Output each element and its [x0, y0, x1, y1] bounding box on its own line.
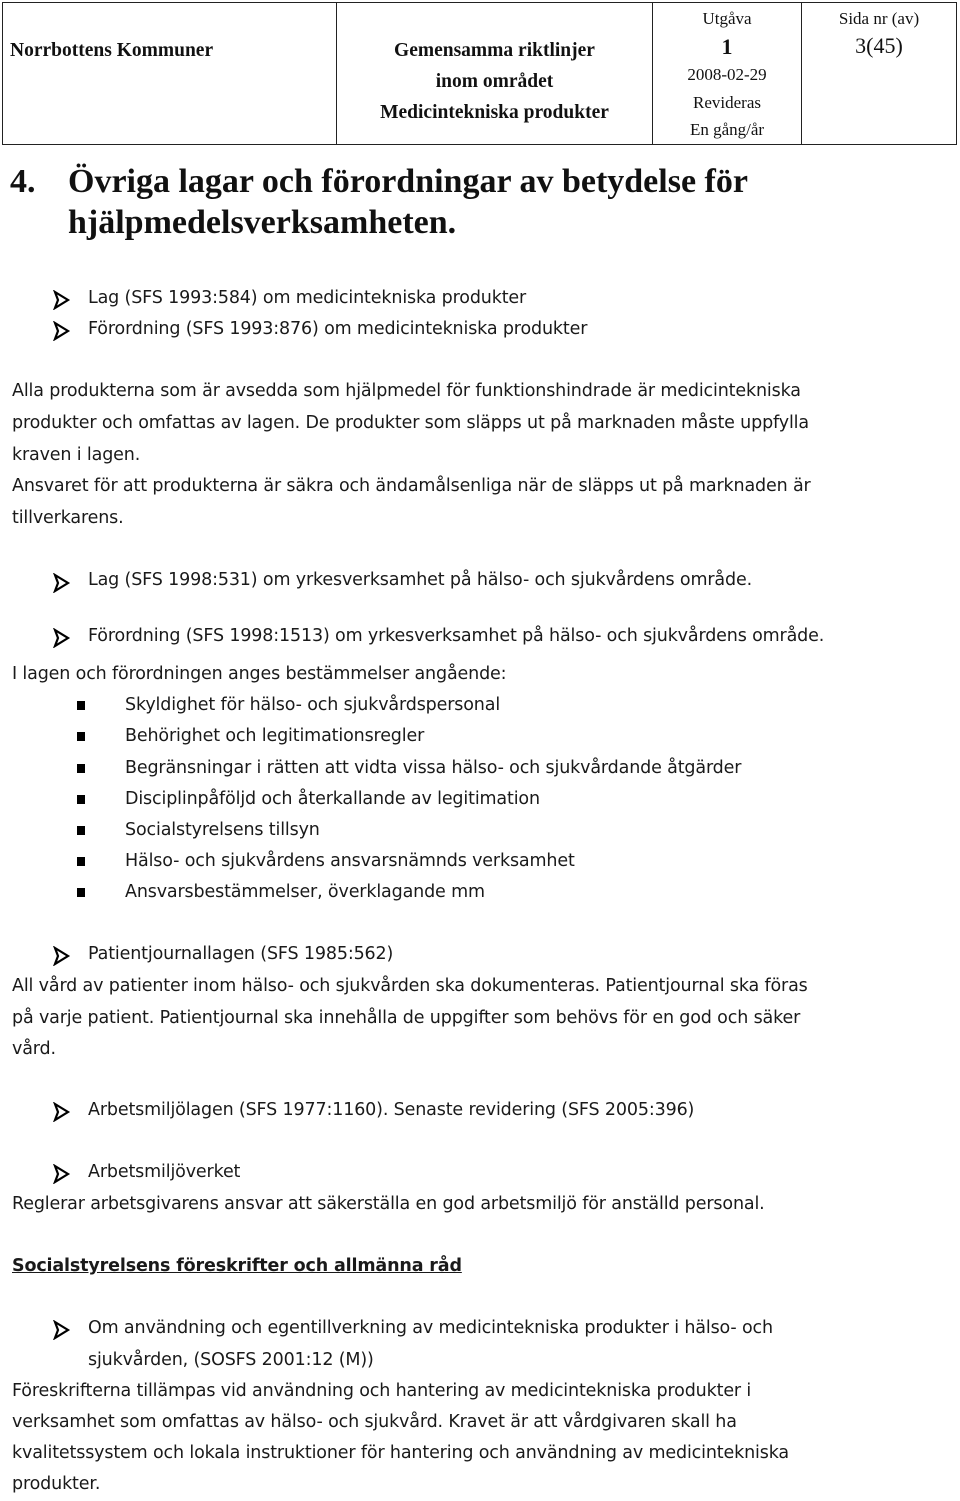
paragraph-line: vård. [12, 1039, 56, 1059]
bullet-item: Behörighet och legitimationsregler [125, 726, 425, 746]
paragraph-line: verksamhet som omfattas av hälso- och sjukvård. Kravet är att vårdgivaren skall ha [12, 1412, 737, 1432]
arrow-bullet-icon [52, 321, 72, 341]
bullet-item: Hälso- och sjukvårdens ansvarsnämnds verksamhet [125, 851, 575, 871]
section-heading-line-1: Övriga lagar och förordningar av betydelse för [68, 163, 748, 200]
edition-label: Utgåva [702, 9, 752, 28]
square-bullet-icon [77, 826, 85, 835]
edition-date: 2008-02-29 [687, 64, 767, 84]
edition-value: 1 [721, 33, 733, 59]
header-title-line-2: inom området [435, 71, 554, 92]
page-label: Sida nr (av) [838, 9, 920, 28]
arrow-bullet-icon [52, 290, 72, 310]
law-item: Förordning (SFS 1993:876) om medicintekniska produkter [88, 319, 588, 339]
header-edition-cell [653, 3, 802, 145]
arrow-bullet-icon [52, 1320, 72, 1340]
header-org-cell [3, 3, 337, 145]
bullet-item: Begränsningar i rätten att vidta vissa hälso- och sjukvårdande åtgärder [125, 758, 742, 778]
square-bullet-icon [77, 795, 85, 804]
law-item: Arbetsmiljölagen (SFS 1977:1160). Senaste revidering (SFS 2005:396) [88, 1100, 695, 1120]
document-header-table [2, 2, 957, 145]
paragraph-line: produkter och omfattas av lagen. De produkter som släpps ut på marknaden måste uppfylla [12, 413, 809, 433]
subsection-heading: Socialstyrelsens föreskrifter och allmänna råd [12, 1256, 462, 1276]
header-title-line-1: Gemensamma riktlinjer [394, 40, 595, 61]
law-item: Patientjournallagen (SFS 1985:562) [88, 944, 394, 964]
arrow-bullet-icon [52, 1164, 72, 1184]
square-bullet-icon [77, 764, 85, 773]
law-item-continuation: sjukvården, (SOSFS 2001:12 (M)) [88, 1350, 374, 1370]
law-item: Lag (SFS 1993:584) om medicintekniska produkter [88, 288, 527, 308]
paragraph-line: Alla produkterna som är avsedda som hjälpmedel för funktionshindrade är medicintekniska [12, 381, 801, 401]
law-item: Lag (SFS 1998:531) om yrkesverksamhet på hälso- och sjukvårdens område. [88, 570, 752, 590]
paragraph-line: kraven i lagen. [12, 445, 141, 465]
law-item: Om användning och egentillverkning av medicintekniska produkter i hälso- och [88, 1318, 773, 1338]
section-heading-line-2: hjälpmedelsverksamheten. [68, 204, 457, 241]
section-number: 4. [10, 163, 36, 200]
arrow-bullet-icon [52, 946, 72, 966]
paragraph-line: på varje patient. Patientjournal ska innehålla de uppgifter som behövs för en god och säker [12, 1008, 801, 1028]
square-bullet-icon [77, 732, 85, 741]
square-bullet-icon [77, 888, 85, 897]
paragraph-line: kvalitetssystem och lokala instruktioner för hantering och användning av medicintekniska [12, 1443, 789, 1463]
section-heading [10, 161, 930, 243]
page-value: 3(45) [855, 33, 903, 58]
square-bullet-icon [77, 701, 85, 710]
revise-label: Revideras [693, 93, 761, 112]
header-title-line-3: Medicintekniska produkter [380, 102, 609, 123]
paragraph-line: tillverkarens. [12, 508, 124, 528]
paragraph-line: produkter. [12, 1474, 101, 1494]
law-item: Förordning (SFS 1998:1513) om yrkesverksamhet på hälso- och sjukvårdens område. [88, 626, 825, 646]
law-item: Arbetsmiljöverket [88, 1162, 241, 1182]
revise-value: En gång/år [689, 120, 765, 139]
paragraph-line: Ansvaret för att produkterna är säkra och ändamålsenliga när de släpps ut på marknaden är [12, 476, 811, 496]
paragraph-line: Föreskrifterna tillämpas vid användning och hantering av medicintekniska produkter i [12, 1381, 752, 1401]
header-title-cell [337, 3, 653, 145]
bullet-item: Skyldighet för hälso- och sjukvårdspersonal [125, 695, 501, 715]
square-bullet-icon [77, 857, 85, 866]
paragraph-line: I lagen och förordningen anges bestämmelser angående: [12, 664, 507, 684]
paragraph-line: Reglerar arbetsgivarens ansvar att säkerställa en god arbetsmiljö för anställd personal. [12, 1194, 765, 1214]
header-page-cell [802, 3, 957, 145]
bullet-item: Disciplinpåföljd och återkallande av legitimation [125, 789, 540, 809]
header-org: Norrbottens Kommuner [10, 40, 214, 61]
bullet-item: Socialstyrelsens tillsyn [125, 820, 320, 840]
arrow-bullet-icon [52, 628, 72, 648]
arrow-bullet-icon [52, 1102, 72, 1122]
paragraph-line: All vård av patienter inom hälso- och sjukvården ska dokumenteras. Patientjournal ska föras [12, 976, 808, 996]
bullet-item: Ansvarsbestämmelser, överklagande mm [125, 882, 485, 902]
arrow-bullet-icon [52, 573, 72, 593]
